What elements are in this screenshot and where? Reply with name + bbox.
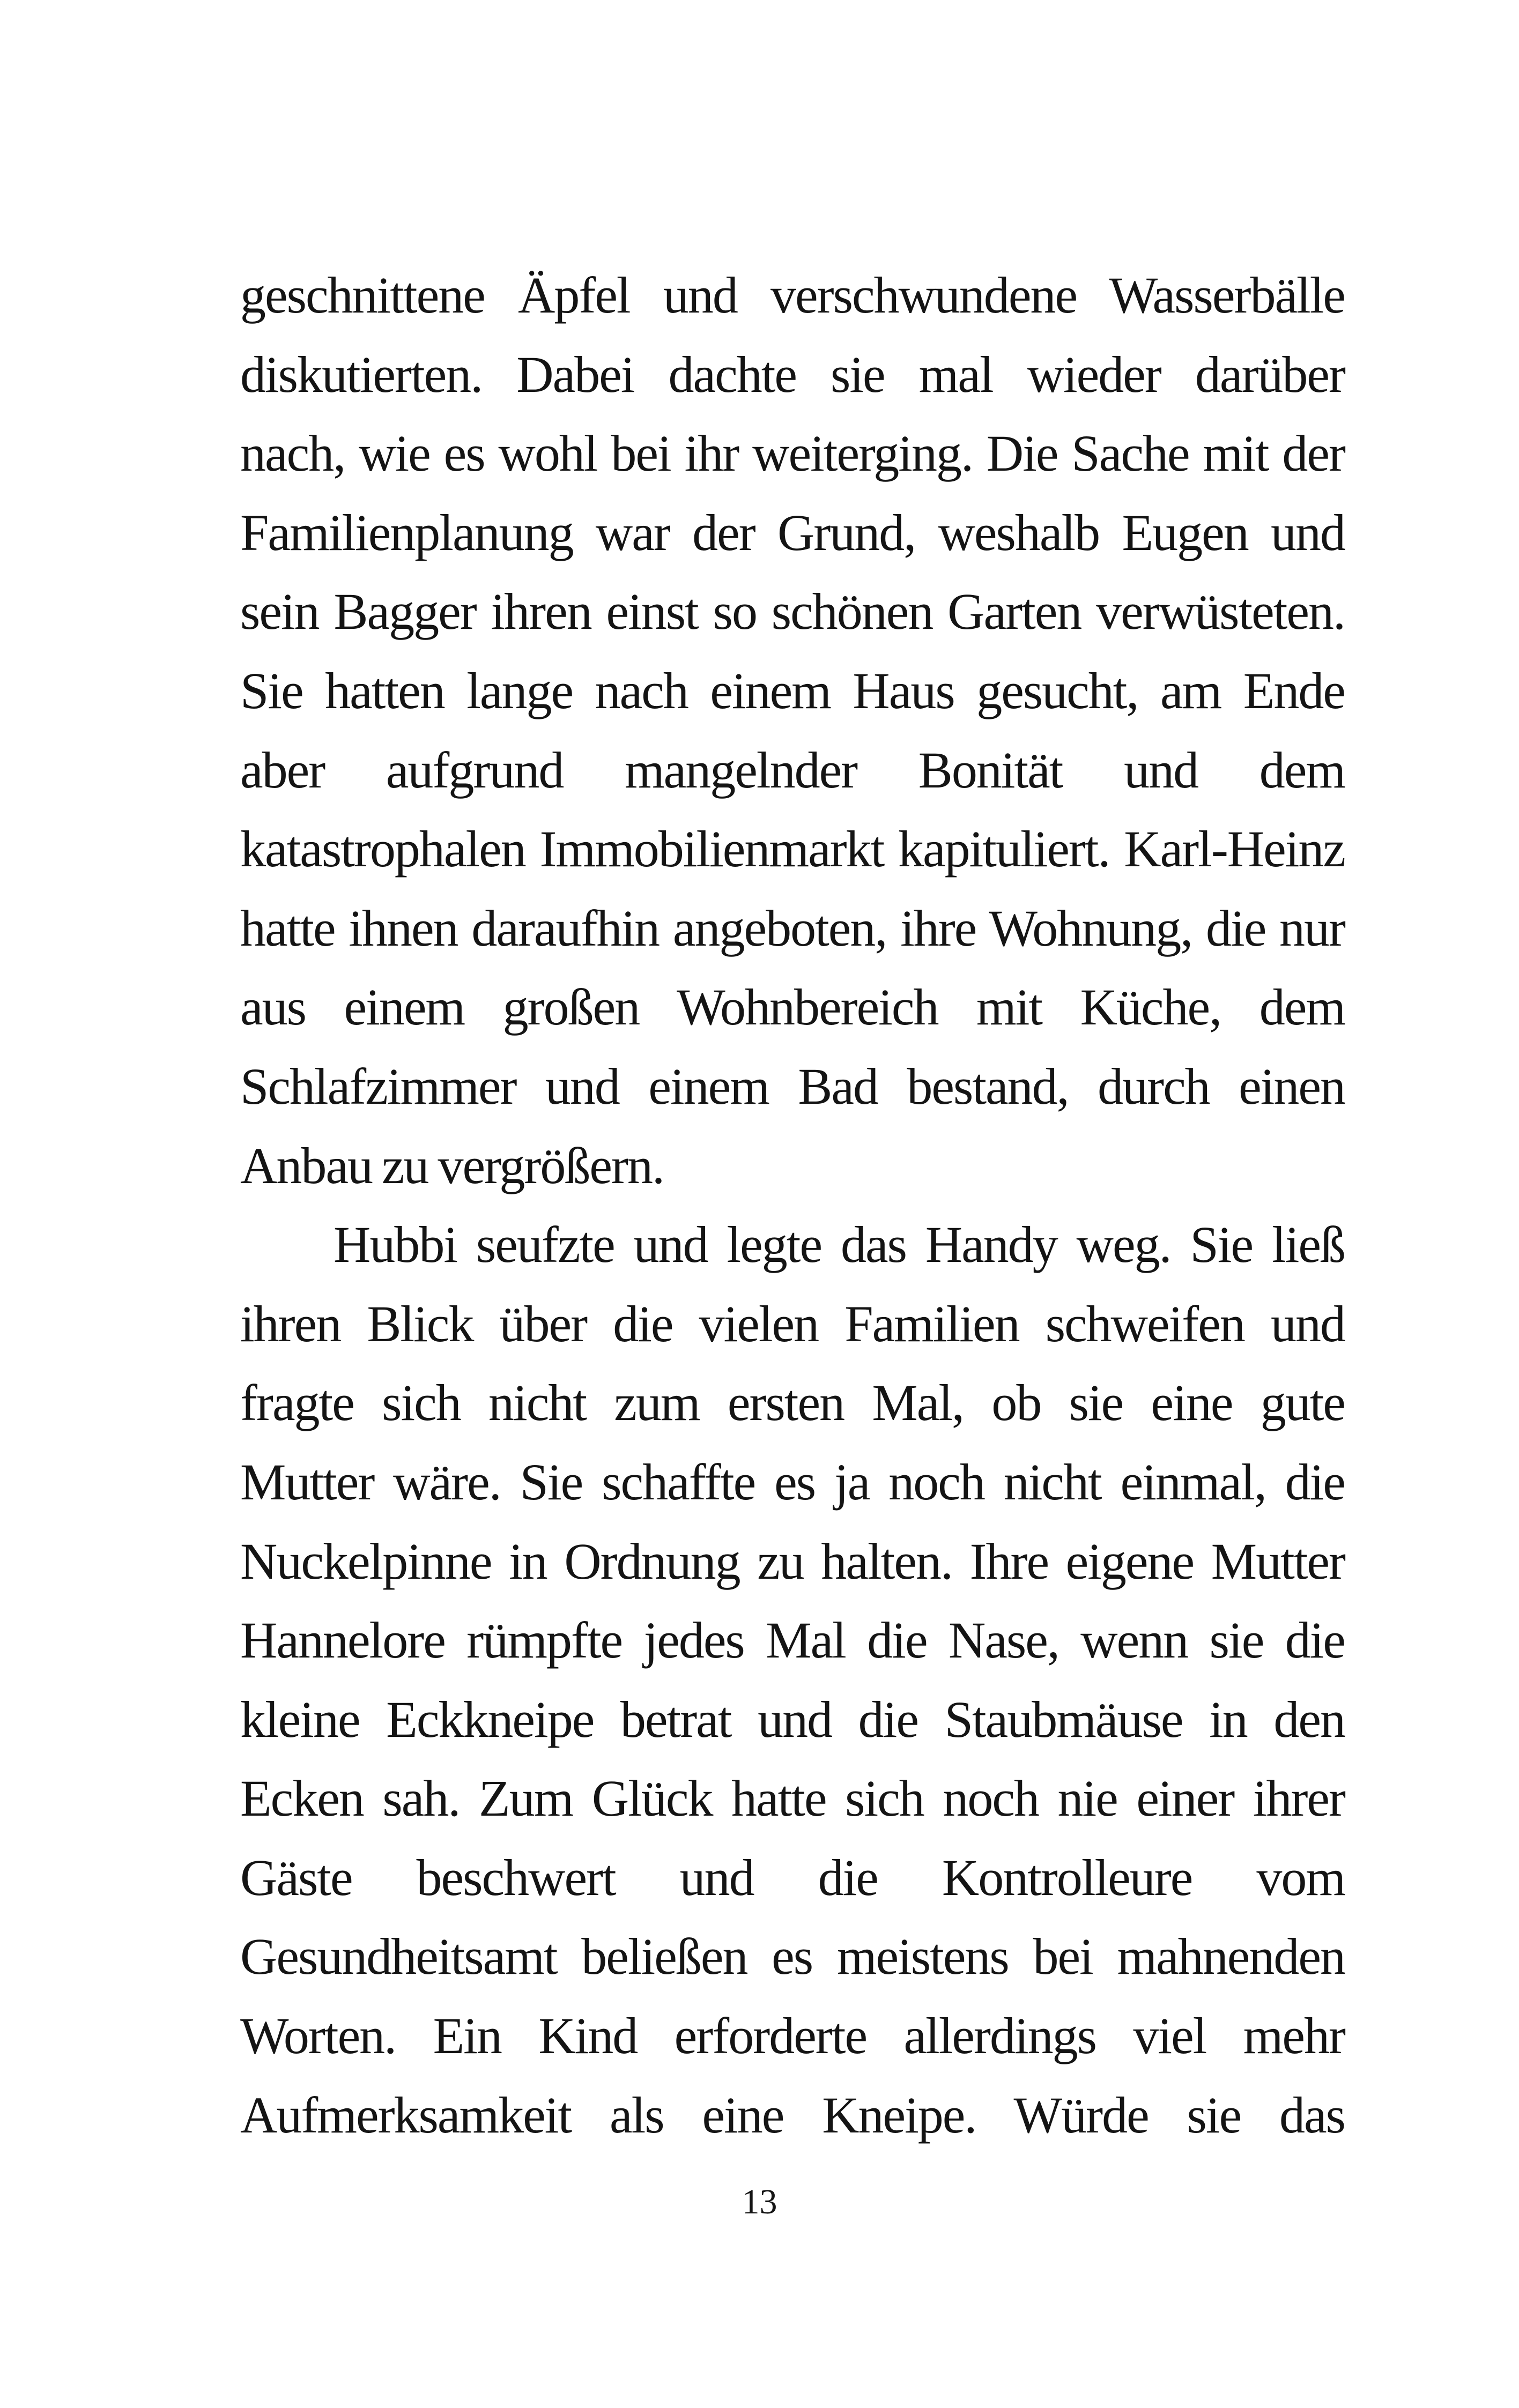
text-line: Gäste beschwert und die Kontrolleure vom xyxy=(240,1848,1345,1906)
text-line: kleine Eckkneipe betrat und die Staubmäuse in den xyxy=(240,1690,1345,1748)
text-line: ihren Blick über die vielen Familien schweifen und xyxy=(240,1295,1345,1352)
paragraph-1 xyxy=(240,256,1345,1205)
text-line: diskutierten. Dabei dachte sie mal wieder darüber xyxy=(240,345,1345,403)
text-line: Worten. Ein Kind erforderte allerdings viel mehr xyxy=(240,2007,1345,2065)
text-line: Sie hatten lange nach einem Haus gesucht, am Ende xyxy=(240,662,1345,719)
text-line: aus einem großen Wohnbereich mit Küche, dem xyxy=(240,978,1345,1036)
body-text xyxy=(240,256,1345,2154)
text-line: Anbau zu vergrößern. xyxy=(240,1136,664,1194)
text-line: katastrophalen Immobilienmarkt kapituliert. Karl-Heinz xyxy=(240,820,1345,878)
page-number: 13 xyxy=(742,2182,777,2221)
text-line: geschnittene Äpfel und verschwundene Wasserbälle xyxy=(240,266,1345,324)
text-line: Hannelore rümpfte jedes Mal die Nase, wenn sie die xyxy=(240,1611,1345,1669)
text-line: nach, wie es wohl bei ihr weiterging. Die Sache mit der xyxy=(240,425,1345,482)
text-line: Gesundheitsamt beließen es meistens bei mahnenden xyxy=(240,1928,1345,1986)
text-line: Ecken sah. Zum Glück hatte sich noch nie einer ihrer xyxy=(240,1770,1345,1827)
text-line: Aufmerksamkeit als eine Kneipe. Würde sie das xyxy=(240,2086,1345,2144)
text-line: Nuckelpinne in Ordnung zu halten. Ihre eigene Mutter xyxy=(240,1532,1345,1590)
text-line: Familienplanung war der Grund, weshalb Eugen und xyxy=(240,503,1345,561)
text-line: Hubbi seufzte und legte das Handy weg. Sie ließ xyxy=(334,1216,1345,1274)
text-line: fragte sich nicht zum ersten Mal, ob sie eine gute xyxy=(240,1374,1345,1432)
paragraph-2 xyxy=(240,1205,1345,2154)
text-line: Mutter wäre. Sie schaffte es ja noch nicht einmal, die xyxy=(240,1453,1345,1511)
text-line: hatte ihnen daraufhin angeboten, ihre Wohnung, die nur xyxy=(240,899,1345,957)
text-line: aber aufgrund mangelnder Bonität und dem xyxy=(240,741,1345,799)
text-line: Schlafzimmer und einem Bad bestand, durch einen xyxy=(240,1057,1345,1115)
text-line: sein Bagger ihren einst so schönen Garten verwüsteten. xyxy=(240,583,1345,641)
